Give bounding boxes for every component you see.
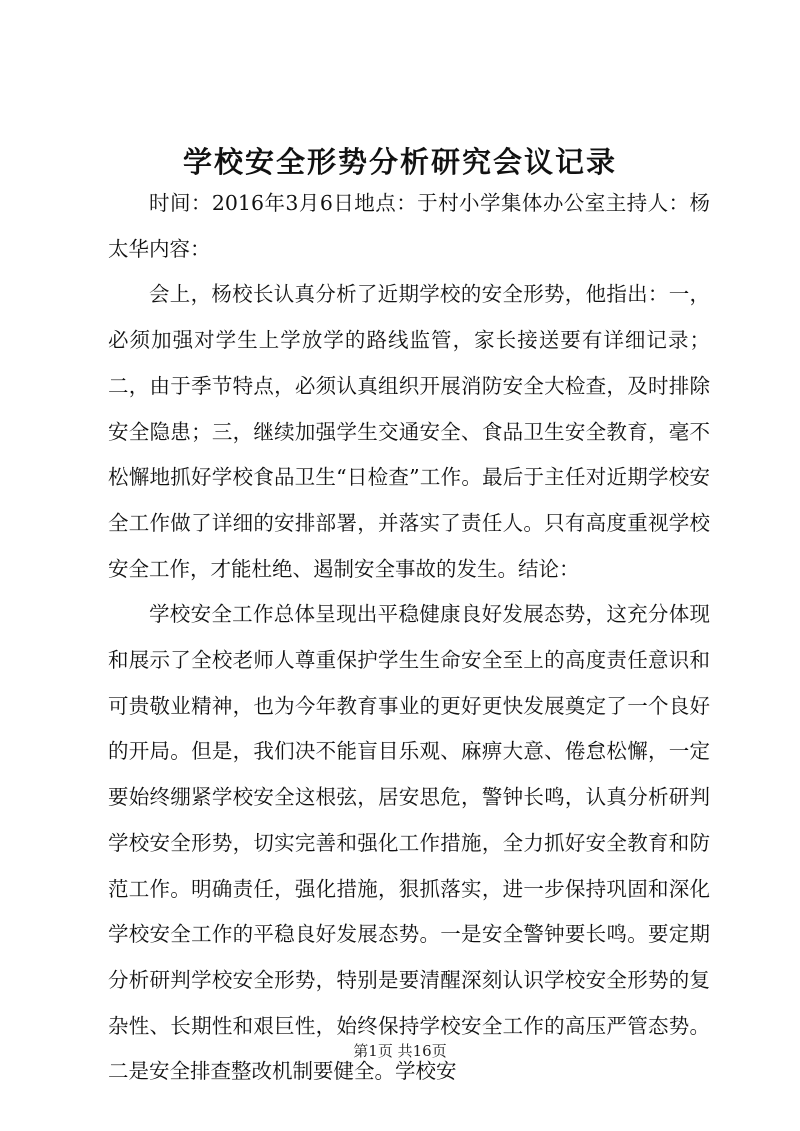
conclusion-paragraph: 学校安全工作总体呈现出平稳健康良好发展态势，这充分体现和展示了全校老师人尊重保护学生生命安全至上的高度责任意识和可贵敬业精神，也为今年教育事业的更好更快发展奠定了一个良好的开局。但是，我们决不能盲目乐观、麻痹大意、倦怠松懈，一定要始终绷紧学校安全这根弦，居安思危，警钟长鸣，认真分析研判学校安全形势，切实完善和强化工作措施，全力抓好安全教育和防范工作。明确责任，强化措施，狠抓落实，进一步保持巩固和深化学校安全工作的平稳良好发展态势。一是安全警钟要长鸣。要定期分析研判学校安全形势，特别是要清醒深刻认识学校安全形势的复杂性、长期性和艰巨性，始终保持学校安全工作的高压严管态势。二是安全排查整改机制要健全。学校安 (108, 602, 710, 1084)
meeting-info-paragraph: 时间：2016年3月6日地点：于村小学集体办公室主持人：杨太华内容： (108, 191, 710, 261)
meeting-content-paragraph: 会上，杨校长认真分析了近期学校的安全形势，他指出：一，必须加强对学生上学放学的路线监管，家长接送要有详细记录；二，由于季节特点，必须认真组织开展消防安全大检查，及时排除安全隐患；三，继续加强学生交通安全、食品卫生安全教育，毫不松懈地抓好学校食品卫生“日检查”工作。最后于主任对近期学校安全工作做了详细的安排部署，并落实了责任人。只有高度重视学校安全工作，才能杜绝、遏制安全事故的发生。结论： (108, 282, 710, 581)
document-body (108, 181, 710, 1095)
page-footer (0, 1040, 800, 1061)
page-number: 第1页 共16页 (353, 1042, 447, 1060)
document-title: 学校安全形势分析研究会议记录 (182, 145, 617, 179)
